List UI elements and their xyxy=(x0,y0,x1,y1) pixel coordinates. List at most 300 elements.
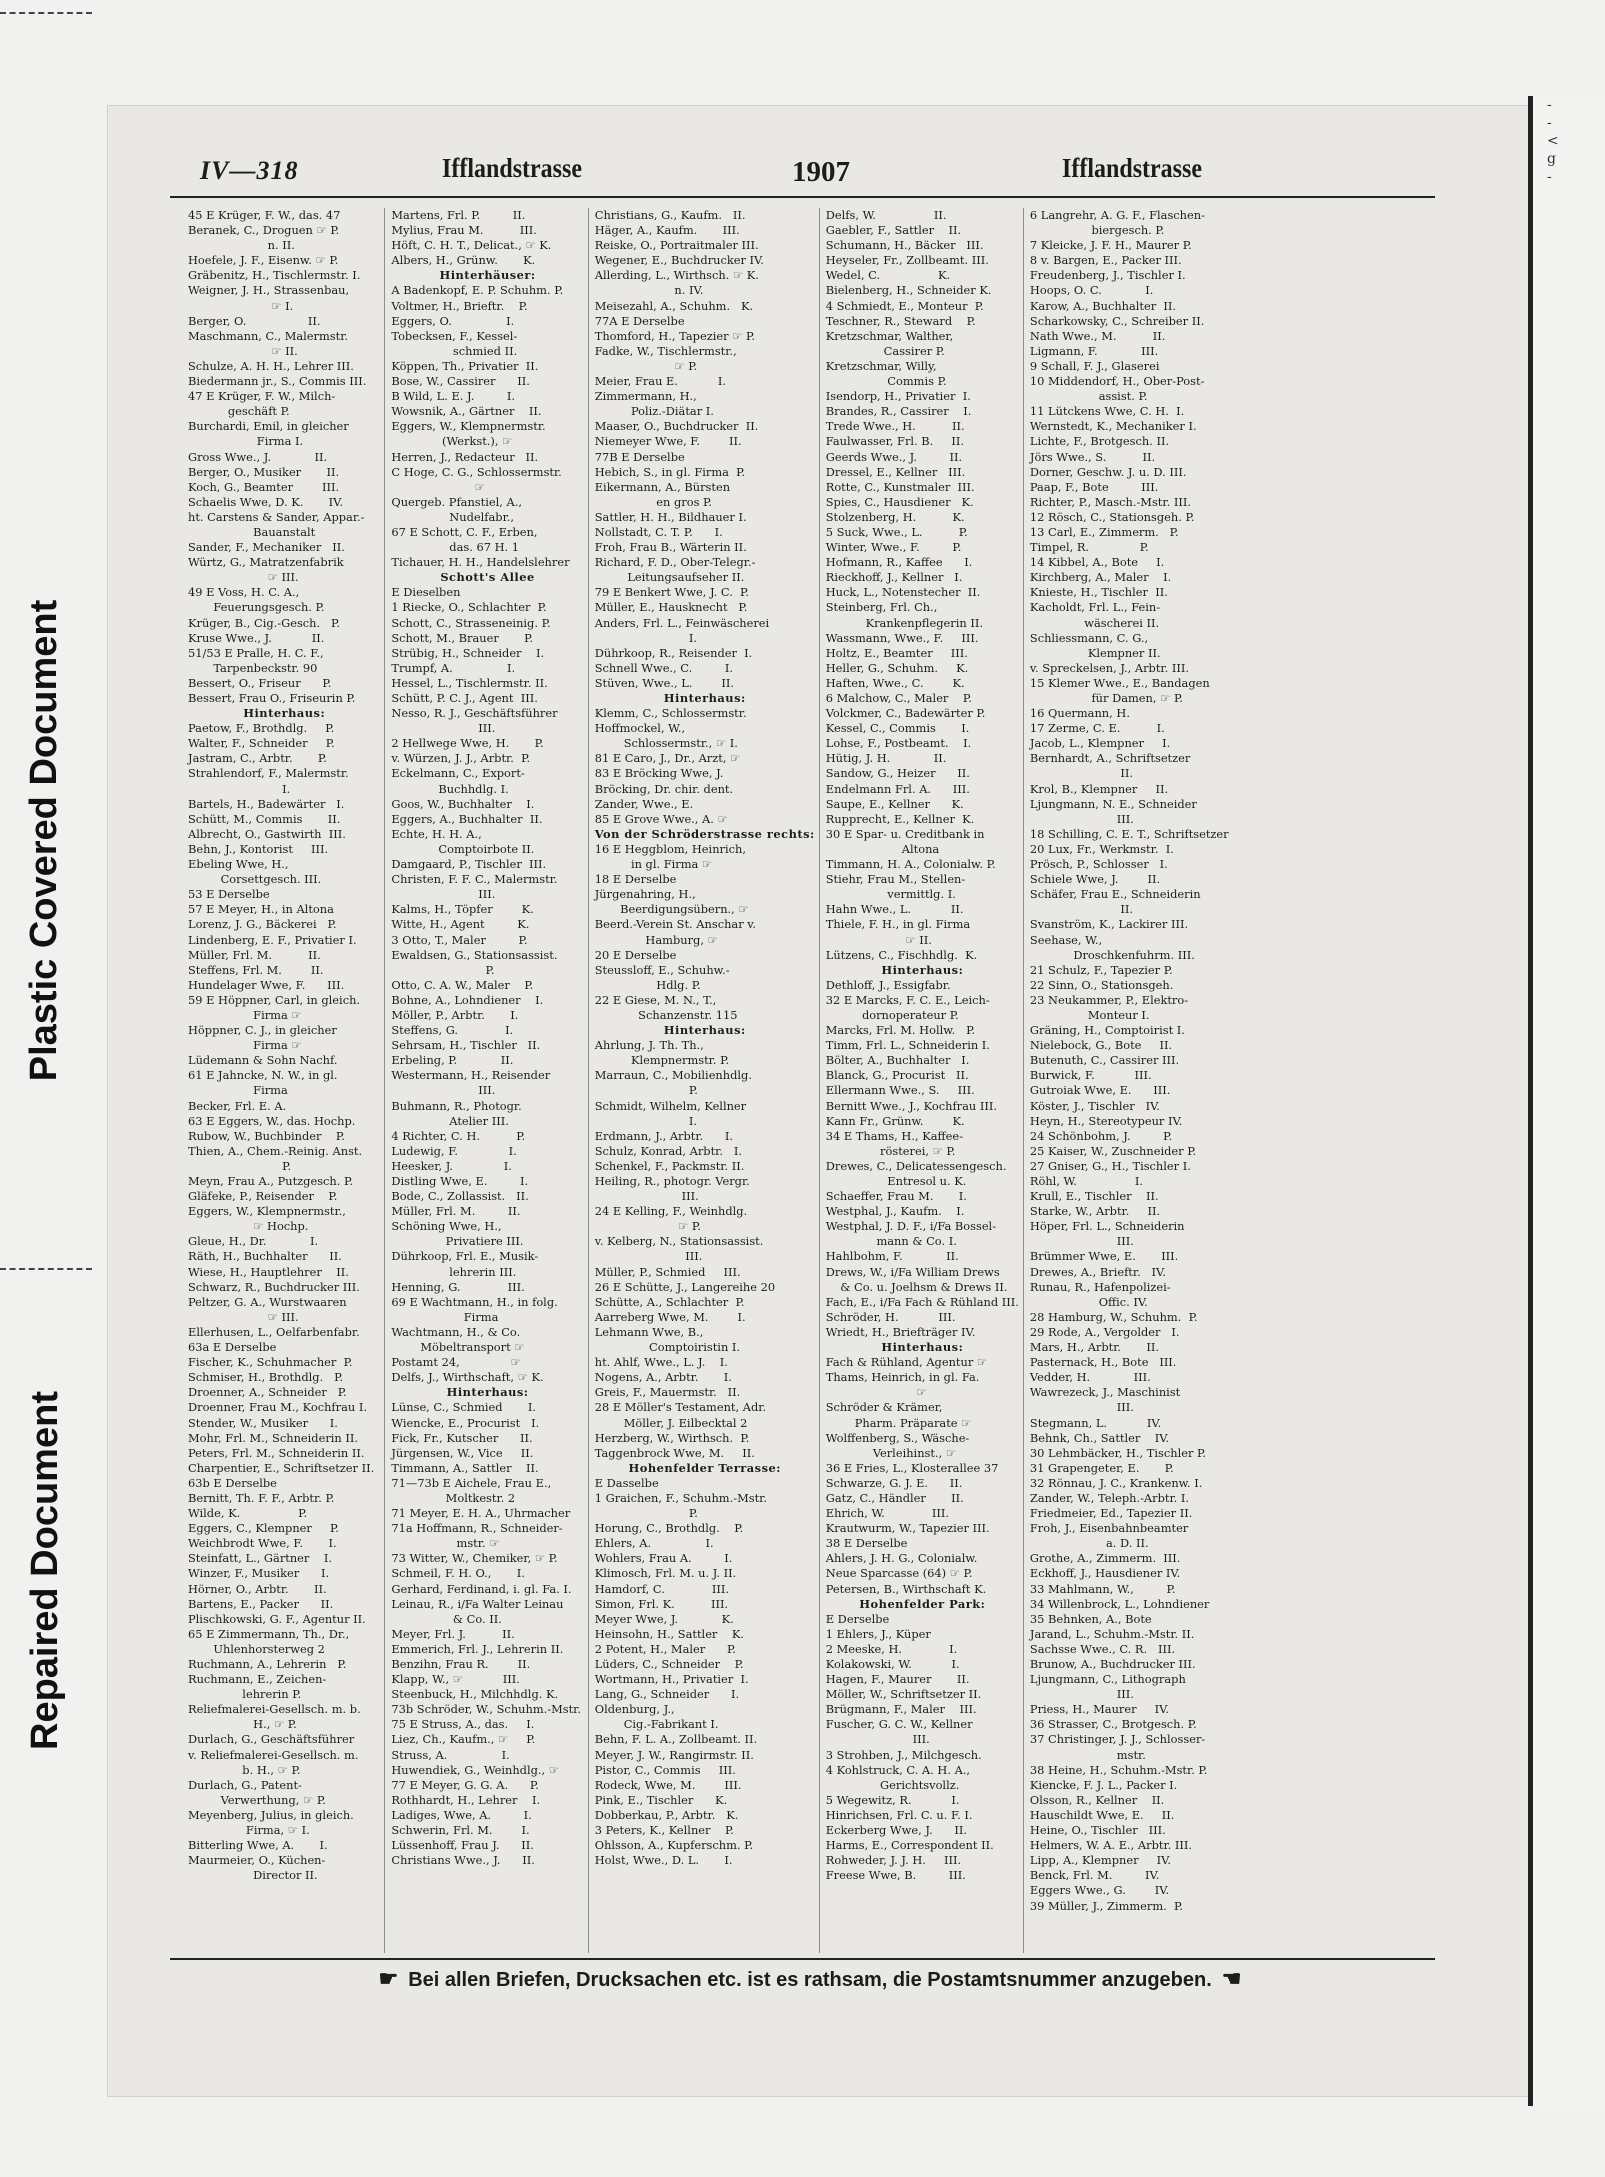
directory-entry: Schwerin, Frl. M. I. xyxy=(391,1823,530,1838)
directory-entry: Bölter, A., Buchhalter I. xyxy=(825,1053,970,1068)
directory-entry: mann & Co. I. xyxy=(825,1234,957,1249)
plastic-covered-label xyxy=(12,560,78,1120)
directory-entry: Winzer, F., Musiker I. xyxy=(188,1566,330,1581)
directory-entry: 77A E Derselbe xyxy=(594,313,685,328)
directory-entry: 38 Heine, H., Schuhm.-Mstr. P. xyxy=(1029,1762,1208,1777)
directory-entry: Froh, J., Eisenbahnbeamter xyxy=(1029,1521,1189,1536)
directory-entry: Höppner, C. J., in gleicher xyxy=(188,1023,337,1038)
directory-entry: Schliessmann, C. G., xyxy=(1029,630,1149,645)
directory-entry: Huck, L., Notenstecher II. xyxy=(825,585,981,600)
directory-entry: Freese Wwe, B. III. xyxy=(825,1868,966,1883)
directory-entry: 71 Meyer, E. H. A., Uhrmacher xyxy=(391,1506,571,1521)
directory-entry: Gross Wwe., J. II. xyxy=(188,449,328,464)
directory-entry: Kann Fr., Grünw. K. xyxy=(825,1113,965,1128)
directory-entry: Strübig, H., Schneider I. xyxy=(391,645,545,660)
directory-entry: Maschmann, C., Malermstr. xyxy=(188,328,349,343)
directory-entry: 17 Zerme, C. E. I. xyxy=(1029,721,1165,736)
directory-entry: Leitungsaufseher II. xyxy=(594,570,745,585)
directory-entry: Jürgensen, W., Vice II. xyxy=(391,1445,534,1460)
directory-entry: Hütig, J. H. II. xyxy=(825,751,947,766)
directory-entry: Moltkestr. 2 xyxy=(391,1490,516,1505)
directory-entry: Biedermann jr., S., Commis III. xyxy=(188,374,367,389)
directory-entry: Schnell Wwe., C. I. xyxy=(594,660,733,675)
directory-entry: Isendorp, H., Privatier I. xyxy=(825,389,971,404)
directory-entry: (Werkst.), ☞ xyxy=(391,434,513,449)
directory-entry: 73b Schröder, W., Schuhm.-Mstr. xyxy=(391,1702,581,1717)
directory-entry: Droschkenfuhrm. III. xyxy=(1029,947,1195,962)
directory-entry: Lützens, C., Fischhdlg. K. xyxy=(825,947,978,962)
directory-entry: Rohweder, J. J. H. III. xyxy=(825,1853,962,1868)
directory-entry: Drewes, C., Delicatessengesch. xyxy=(825,1158,1007,1173)
directory-entry: Möller, P., Arbtr. I. xyxy=(391,1007,519,1022)
directory-entry: Nesso, R. J., Geschäftsführer xyxy=(391,706,558,721)
directory-entry: 29 Rode, A., Vergolder I. xyxy=(1029,1324,1180,1339)
directory-entry: Cig.-Fabrikant I. xyxy=(594,1717,719,1732)
pointing-hand-left-icon: ☛ xyxy=(378,1966,399,1991)
directory-entry: Würtz, G., Matratzenfabrik xyxy=(188,555,344,570)
section-heading: Schott's Allee xyxy=(440,570,535,585)
directory-entry: Richter, P., Masch.-Mstr. III. xyxy=(1029,494,1191,509)
directory-entry: A Badenkopf, E. P. Schuhm. P. xyxy=(391,283,564,298)
directory-entry: Starke, W., Arbtr. II. xyxy=(1029,1204,1161,1219)
directory-entry: 18 E Derselbe xyxy=(594,872,677,887)
directory-entry: Nudelfabr., xyxy=(391,509,515,524)
directory-entry: Schulz, Konrad, Arbtr. I. xyxy=(594,1143,742,1158)
directory-entry: Svanström, K., Lackirer III. xyxy=(1029,917,1189,932)
directory-entry: Trede Wwe., H. II. xyxy=(825,419,965,434)
pointing-hand-right-icon: ☚ xyxy=(1221,1966,1242,1991)
directory-entry: in gl. Firma ☞ xyxy=(594,857,713,872)
directory-entry: Ljungmann, N. E., Schneider xyxy=(1029,796,1197,811)
repaired-document-text: Repaired Document xyxy=(23,1390,66,1750)
directory-entry: Helmers, W. A. E., Arbtr. III. xyxy=(1029,1838,1192,1853)
directory-entry: Schöning Wwe, H., xyxy=(391,1219,502,1234)
directory-entry: Hoffmockel, W., xyxy=(594,721,686,736)
directory-entry: 77 E Meyer, G. G. A. P. xyxy=(391,1777,539,1792)
directory-column xyxy=(391,208,588,1953)
directory-entry: & Co. II. xyxy=(391,1611,502,1626)
directory-entry: Eggers, O. I. xyxy=(391,313,515,328)
directory-entry: Firma xyxy=(188,1083,288,1098)
directory-entry: Gatz, C., Händler II. xyxy=(825,1490,964,1505)
directory-entry: Wilde, K. P. xyxy=(188,1506,308,1521)
directory-entry: Müller, Frl. M. II. xyxy=(391,1204,521,1219)
directory-entry: Heyn, H., Stereotypeur IV. xyxy=(1029,1113,1183,1128)
directory-entry: Scharkowsky, C., Schreiber II. xyxy=(1029,313,1205,328)
directory-entry: Blanck, G., Procurist II. xyxy=(825,1068,969,1083)
directory-entry: Horung, C., Brothdlg. P. xyxy=(594,1521,744,1536)
directory-entry: Steffens, G. I. xyxy=(391,1023,514,1038)
directory-entry: Dethloff, J., Essigfabr. xyxy=(825,977,951,992)
directory-entry: Bernitt, Th. F. F., Arbtr. P. xyxy=(188,1490,335,1505)
directory-entry: Drewes, A., Brieftr. IV. xyxy=(1029,1264,1166,1279)
directory-entry: Lüders, C., Schneider P. xyxy=(594,1657,744,1671)
directory-entry: Kretzschmar, Walther, xyxy=(825,328,954,343)
directory-entry: Paetow, F., Brothdlg. P. xyxy=(188,721,335,736)
directory-entry: Kirchberg, A., Maler I. xyxy=(1029,570,1172,585)
directory-entry: Bitterling Wwe, A. I. xyxy=(188,1838,328,1853)
directory-entry: Müller, P., Schmied III. xyxy=(594,1264,741,1279)
directory-entry: 5 Wegewitz, R. I. xyxy=(825,1792,960,1807)
directory-entry: 36 E Fries, L., Klosterallee 37 xyxy=(825,1460,999,1475)
directory-entry: Goos, W., Buchhalter I. xyxy=(391,796,535,811)
directory-entry: E Dasselbe xyxy=(594,1475,659,1490)
directory-entry: geschäft P. xyxy=(188,404,290,419)
directory-entry: 30 E Spar- u. Creditbank in xyxy=(825,826,985,841)
directory-entry: v. Spreckelsen, J., Arbtr. III. xyxy=(1029,660,1189,675)
directory-entry: 22 E Giese, M. N., T., xyxy=(594,992,717,1007)
directory-entry: Buhmann, R., Photogr. xyxy=(391,1098,522,1113)
directory-entry: Sachsse Wwe., C. R. III. xyxy=(1029,1641,1176,1656)
directory-entry: 21 Schulz, F., Tapezier P. xyxy=(1029,962,1173,977)
directory-entry: Schulze, A. H. H., Lehrer III. xyxy=(188,358,354,373)
directory-entry: 6 Langrehr, A. G. F., Flaschen- xyxy=(1029,208,1205,222)
plastic-covered-text: Plastic Covered Document xyxy=(23,599,66,1081)
directory-entry: 32 E Marcks, F. C. E., Leich- xyxy=(825,992,990,1007)
directory-entry: 73 Witter, W., Chemiker, ☞ P. xyxy=(391,1551,558,1566)
directory-entry: Heller, G., Schuhm. K. xyxy=(825,660,969,675)
directory-entry: lehrerin III. xyxy=(391,1264,517,1279)
directory-entry: Firma ☞ xyxy=(188,1038,302,1053)
directory-entry: III. xyxy=(391,887,496,902)
directory-entry: Meyn, Frau A., Putzgesch. P. xyxy=(188,1174,353,1188)
directory-entry: Reiske, O., Portraitmaler III. xyxy=(594,238,759,253)
directory-entry: Krautwurm, W., Tapezier III. xyxy=(825,1521,990,1536)
directory-entry: Kalms, H., Töpfer K. xyxy=(391,902,534,917)
directory-entry: Wawrezeck, J., Maschinist xyxy=(1029,1385,1181,1400)
directory-entry: 13 Carl, E., Zimmerm. P. xyxy=(1029,524,1179,539)
directory-entry: Lang, G., Schneider I. xyxy=(594,1687,740,1702)
directory-entry: Pasternack, H., Bote III. xyxy=(1029,1355,1177,1370)
directory-entry: 4 Richter, C. H. P. xyxy=(391,1128,526,1143)
directory-entry: Firma xyxy=(391,1309,499,1324)
directory-entry: & Co. u. Joelhsm & Drews II. xyxy=(825,1279,1008,1294)
directory-entry: ☞ I. xyxy=(188,298,294,313)
section-heading: Hinterhaus: xyxy=(446,1385,529,1400)
directory-entry: 12 Rösch, C., Stationsgeh. P. xyxy=(1029,509,1195,524)
directory-entry: Lüssenhoff, Frau J. II. xyxy=(391,1838,534,1853)
directory-entry: Bartens, E., Packer II. xyxy=(188,1596,334,1611)
section-heading: Hinterhaus: xyxy=(243,706,326,721)
directory-entry: Hinrichsen, Frl. C. u. F. I. xyxy=(825,1807,973,1822)
section-heading: Hinterhaus: xyxy=(663,1023,746,1038)
directory-entry: 3 Otto, T., Maler P. xyxy=(391,932,528,947)
directory-entry: Struss, A. I. xyxy=(391,1747,510,1762)
directory-entry: 45 E Krüger, F. W., das. 47 xyxy=(188,208,341,222)
directory-entry: Jacob, L., Klempner I. xyxy=(1029,736,1171,751)
directory-entry: Lünse, C., Schmied I. xyxy=(391,1400,537,1415)
directory-entry: Mohr, Frl. M., Schneiderin II. xyxy=(188,1430,358,1445)
directory-entry: Droenner, A., Schneider P. xyxy=(188,1385,347,1400)
directory-entry: 26 E Schütte, J., Langereihe 20 xyxy=(594,1279,776,1294)
directory-entry: Behn, F. L. A., Zollbeamt. II. xyxy=(594,1732,758,1747)
directory-entry: Schröder & Krämer, xyxy=(825,1400,943,1415)
directory-entry: Steussloff, E., Schuhw.- xyxy=(594,962,730,977)
directory-entry: Dressel, E., Kellner III. xyxy=(825,464,966,479)
directory-entry: Hofmann, R., Kaffee I. xyxy=(825,555,973,570)
directory-entry: Klempner II. xyxy=(1029,645,1161,660)
year-heading: 1907 xyxy=(792,156,850,188)
directory-entry: Gräning, H., Comptoirist I. xyxy=(1029,1023,1185,1038)
directory-entry: Petersen, B., Wirthschaft K. xyxy=(825,1581,987,1596)
middle-dashed-cut-line xyxy=(0,1268,92,1270)
directory-entry: Endelmann Frl. A. III. xyxy=(825,781,970,796)
directory-entry: rösterei, ☞ P. xyxy=(825,1143,956,1158)
directory-entry: Saupe, E., Kellner K. xyxy=(825,796,964,811)
directory-entry: Erdmann, J., Arbtr. I. xyxy=(594,1128,734,1143)
directory-entry: Plischkowski, G. F., Agentur II. xyxy=(188,1611,366,1626)
directory-entry: Wegener, E., Buchdrucker IV. xyxy=(594,253,764,268)
directory-entry: Trumpf, A. I. xyxy=(391,660,516,675)
directory-entry: 85 E Grove Wwe., A. ☞ xyxy=(594,811,728,826)
directory-entry: Herren, J., Redacteur II. xyxy=(391,449,539,464)
directory-entry: Bose, W., Cassirer II. xyxy=(391,374,530,389)
directory-entry: III. xyxy=(1029,1400,1134,1415)
directory-entry: 27 Gniser, G., H., Tischler I. xyxy=(1029,1158,1191,1173)
directory-entry: Fuscher, G. C. W., Kellner xyxy=(825,1717,973,1732)
directory-entry: 79 E Benkert Wwe, J. C. P. xyxy=(594,585,750,600)
directory-entry: III. xyxy=(594,1249,703,1264)
directory-entry: Feuerungsgesch. P. xyxy=(188,600,325,615)
directory-entry: Hdlg. P. xyxy=(594,977,701,992)
directory-entry: Stolzenberg, H. K. xyxy=(825,509,965,524)
directory-entry: Postamt 24, ☞ xyxy=(391,1355,521,1370)
directory-entry: Nath Wwe., M. II. xyxy=(1029,328,1166,343)
directory-entry: 15 Klemer Wwe., E., Bandagen xyxy=(1029,675,1210,690)
directory-entry: Ladiges, Wwe, A. I. xyxy=(391,1807,532,1822)
directory-entry: Wowsnik, A., Gärtner II. xyxy=(391,404,542,419)
directory-entry: Berger, O. II. xyxy=(188,313,321,328)
directory-entry: Wernstedt, K., Mechaniker I. xyxy=(1029,419,1197,434)
directory-entry: Timmann, A., Sattler II. xyxy=(391,1460,539,1475)
directory-entry: 10 Middendorf, H., Ober-Post- xyxy=(1029,374,1205,389)
directory-entry: Reliefmalerei-Gesellsch. m. b. xyxy=(188,1702,361,1717)
directory-entry: Stegmann, L. IV. xyxy=(1029,1415,1162,1430)
directory-entry: Albrecht, O., Gastwirth III. xyxy=(188,826,346,841)
directory-entry: Thams, Heinrich, in gl. Fa. xyxy=(825,1370,980,1385)
directory-entry: Faulwasser, Frl. B. II. xyxy=(825,434,965,449)
directory-entry: Mars, H., Arbtr. II. xyxy=(1029,1340,1160,1355)
directory-entry: Wedel, C. K. xyxy=(825,268,951,283)
directory-entry: Bessert, O., Friseur P. xyxy=(188,675,332,690)
directory-entry: v. Würzen, J. J., Arbtr. P. xyxy=(391,751,531,766)
directory-entry: 47 E Krüger, F. W., Milch- xyxy=(188,389,336,404)
directory-entry: 18 Schilling, C. E. T., Schriftsetzer xyxy=(1029,826,1229,841)
directory-entry: Eggers, W., Klempnermstr., xyxy=(188,1204,346,1219)
directory-entry: Fischer, K., Schuhmacher P. xyxy=(188,1355,353,1370)
directory-entry: Anders, Frl. L., Feinwäscherei xyxy=(594,615,770,630)
directory-entry: Gerichtsvollz. xyxy=(825,1777,960,1792)
directory-entry: Klapp, W., ☞ III. xyxy=(391,1672,520,1687)
directory-entry: Ohlsson, A., Kupferschm. P. xyxy=(594,1838,754,1853)
directory-entry: ht. Ahlf, Wwe., L. J. I. xyxy=(594,1355,728,1370)
directory-entry: Brümmer Wwe, E. III. xyxy=(1029,1249,1179,1264)
directory-entry: Ehlers, A. I. xyxy=(594,1536,714,1551)
directory-entry: Eggers, A., Buchhalter II. xyxy=(391,811,543,826)
directory-entry: Ewaldsen, G., Stationsassist. xyxy=(391,947,558,962)
directory-entry: Rothhardt, H., Lehrer I. xyxy=(391,1792,541,1807)
directory-entry: Schmeil, F. H. O., I. xyxy=(391,1566,525,1581)
directory-entry: 22 Sinn, O., Stationsgeh. xyxy=(1029,977,1174,992)
directory-entry: Lohse, F., Postbeamt. I. xyxy=(825,736,972,751)
directory-entry: Ahlers, J. H. G., Colonialw. xyxy=(825,1551,978,1566)
directory-entry: Berger, O., Musiker II. xyxy=(188,464,340,479)
directory-entry: Spies, C., Hausdiener K. xyxy=(825,494,974,509)
directory-entry: Jastram, C., Arbtr. P. xyxy=(188,751,327,766)
directory-entry: Burwick, F. III. xyxy=(1029,1068,1152,1083)
directory-entry: 75 E Struss, A., das. I. xyxy=(391,1717,535,1732)
directory-entry: 23 Neukammer, P., Elektro- xyxy=(1029,992,1189,1007)
directory-entry: Geerds Wwe., J. II. xyxy=(825,449,963,464)
directory-entry: Thien, A., Chem.-Reinig. Anst. xyxy=(188,1143,363,1158)
directory-entry: mstr. ☞ xyxy=(391,1536,500,1551)
directory-entry: Heine, O., Tischler III. xyxy=(1029,1823,1166,1838)
directory-entry: Lehmann Wwe, B., xyxy=(594,1324,704,1339)
directory-entry: Altona xyxy=(825,841,940,856)
directory-entry: Pistor, C., Commis III. xyxy=(594,1762,736,1777)
directory-entry: Poliz.-Diätar I. xyxy=(594,404,714,419)
directory-entry: Westphal, J. D. F., i/Fa Bossel- xyxy=(825,1219,997,1234)
directory-entry: Ellerhusen, L., Oelfarbenfabr. xyxy=(188,1324,360,1339)
directory-entry: Holtz, E., Beamter III. xyxy=(825,645,968,660)
directory-entry: 24 Schönbohm, J. P. xyxy=(1029,1128,1173,1143)
directory-entry: Weichbrodt Wwe, F. I. xyxy=(188,1536,337,1551)
directory-entry: III. xyxy=(391,721,496,736)
directory-entry: Karow, A., Buchhalter II. xyxy=(1029,298,1177,313)
directory-entry: P. xyxy=(594,1083,698,1098)
directory-entry: Delfs, J., Wirthschaft, ☞ K. xyxy=(391,1370,544,1385)
directory-entry: Bielenberg, H., Schneider K. xyxy=(825,283,992,298)
directory-entry: Schmiser, H., Brothdlg. P. xyxy=(188,1370,344,1385)
directory-entry: Wortmann, H., Privatier I. xyxy=(594,1672,749,1687)
directory-entry: Kruse Wwe., J. II. xyxy=(188,630,325,645)
directory-entry: Schott, C., Strasseneinig. P. xyxy=(391,615,551,630)
directory-entry: Privatiere III. xyxy=(391,1234,524,1249)
directory-entry: Meisezahl, A., Schuhm. K. xyxy=(594,298,754,313)
directory-entry: 61 E Jahncke, N. W., in gl. xyxy=(188,1068,338,1083)
directory-entry: Ehrich, W. III. xyxy=(825,1506,949,1521)
directory-entry: Simon, Frl. K. III. xyxy=(594,1596,729,1611)
directory-entry: 2 Hellwege Wwe, H. P. xyxy=(391,736,544,751)
directory-entry: n. II. xyxy=(188,238,295,253)
directory-entry: Christians Wwe., J. II. xyxy=(391,1853,535,1868)
directory-entry: B Wild, L. E. J. I. xyxy=(391,389,516,404)
directory-entry: Schenkel, F., Packmstr. II. xyxy=(594,1158,745,1173)
directory-entry: Koch, G., Beamter III. xyxy=(188,479,340,494)
directory-entry: Jürgenahring, H., xyxy=(594,887,696,902)
directory-entry: Gleue, H., Dr. I. xyxy=(188,1234,319,1249)
directory-entry: Heesker, J. I. xyxy=(391,1158,512,1173)
directory-entry: Knieste, H., Tischler II. xyxy=(1029,585,1168,600)
directory-entry: Timpel, R. P. xyxy=(1029,540,1149,555)
directory-entry: Klimosch, Frl. M. u. J. II. xyxy=(594,1566,737,1581)
directory-entry: Strahlendorf, F., Malermstr. xyxy=(188,766,349,781)
directory-entry: Albers, H., Grünw. K. xyxy=(391,253,536,268)
directory-entry: Köppen, Th., Privatier II. xyxy=(391,358,539,373)
directory-entry: Lichte, F., Brotgesch. II. xyxy=(1029,434,1170,449)
directory-entry: Sandow, G., Heizer II. xyxy=(825,766,970,781)
directory-entry: 38 E Derselbe xyxy=(825,1536,908,1551)
directory-entry: Höper, Frl. L., Schneiderin xyxy=(1029,1219,1185,1234)
directory-entry: Gläfeke, P., Reisender P. xyxy=(188,1189,338,1204)
directory-entry: Heinsohn, H., Sattler K. xyxy=(594,1626,744,1641)
directory-entry: Prösch, P., Schlosser I. xyxy=(1029,857,1168,872)
directory-entry: II. xyxy=(1029,902,1134,917)
directory-entry: Firma I. xyxy=(188,434,304,449)
directory-entry: Schwarze, G. J. E. II. xyxy=(825,1475,963,1490)
directory-entry: Oldenburg, J., xyxy=(594,1702,675,1717)
directory-entry: Becker, Frl. E. A. xyxy=(188,1098,287,1113)
directory-entry: Eckelmann, C., Export- xyxy=(391,766,525,781)
directory-entry: 4 Schmiedt, E., Monteur P. xyxy=(825,298,984,313)
section-heading: Hinterhäuser: xyxy=(439,268,536,283)
directory-entry: III. xyxy=(825,1732,930,1747)
directory-entry: Uhlenhorsterweg 2 xyxy=(188,1641,325,1656)
directory-entry: Firma ☞ xyxy=(188,1007,302,1022)
directory-entry: I. xyxy=(594,1113,697,1128)
directory-entry: Bohne, A., Lohndiener I. xyxy=(391,992,544,1007)
directory-entry: Peters, Frl. M., Schneiderin II. xyxy=(188,1445,365,1460)
directory-entry: Ahrlung, J. Th. Th., xyxy=(594,1038,704,1053)
directory-entry: Fadke, W., Tischlermstr., xyxy=(594,343,737,358)
directory-entry: Lüdemann & Sohn Nachf. xyxy=(188,1053,338,1068)
directory-entry: 83 E Bröcking Wwe, J. xyxy=(594,766,724,781)
adjacent-page-edge xyxy=(1528,96,1605,2106)
directory-entry: Allerding, L., Wirthsch. ☞ K. xyxy=(594,268,759,283)
directory-entry: Gräbenitz, H., Tischlermstr. I. xyxy=(188,268,361,283)
directory-entry: Stender, W., Musiker I. xyxy=(188,1415,338,1430)
page-number: IV—318 xyxy=(200,156,299,185)
directory-entry: Nielebock, G., Bote II. xyxy=(1029,1038,1173,1053)
directory-entry: Gerhard, Ferdinand, i. gl. Fa. I. xyxy=(391,1581,572,1596)
directory-entry: Behn, J., Kontorist III. xyxy=(188,841,329,856)
directory-entry: Wiencke, E., Procurist I. xyxy=(391,1415,540,1430)
directory-entry: Fick, Fr., Kutscher II. xyxy=(391,1430,533,1445)
directory-entry: Fach, E., i/Fa Fach & Rühland III. xyxy=(825,1294,1019,1309)
directory-entry: Meyer, J. W., Rangirmstr. II. xyxy=(594,1747,754,1762)
directory-entry: Wriedt, H., Briefträger IV. xyxy=(825,1324,976,1339)
directory-entry: Zander, Wwe., E. xyxy=(594,796,694,811)
directory-entry: Mylius, Frau M. III. xyxy=(391,223,537,238)
directory-entry: Gaebler, F., Sattler II. xyxy=(825,223,962,238)
directory-entry: 14 Kibbel, A., Bote I. xyxy=(1029,555,1165,570)
directory-entry: 65 E Zimmermann, Th., Dr., xyxy=(188,1626,350,1641)
directory-entry: Sander, F., Mechaniker II. xyxy=(188,540,345,555)
directory-entry: Dührkoop, R., Reisender I. xyxy=(594,645,753,660)
directory-entry: Schanzenstr. 115 xyxy=(594,1007,738,1022)
directory-entry: Möller, W., Schriftsetzer II. xyxy=(825,1687,982,1702)
directory-entry: Westphal, J., Kaufm. I. xyxy=(825,1204,965,1219)
directory-entry: 20 E Derselbe xyxy=(594,947,677,962)
directory-entry: Harms, E., Correspondent II. xyxy=(825,1838,994,1853)
directory-entry: Meyer Wwe, J. K. xyxy=(594,1611,734,1626)
directory-entry: Steinberg, Frl. Ch., xyxy=(825,600,938,615)
directory-entry: Volckmer, C., Badewärter P. xyxy=(825,706,986,721)
directory-entry: 1 Riecke, O., Schlachter P. xyxy=(391,600,547,615)
section-heading: Hinterhaus: xyxy=(663,691,746,705)
directory-entry: mstr. xyxy=(1029,1747,1146,1762)
directory-entry: Zander, W., Teleph.-Arbtr. I. xyxy=(1029,1490,1190,1505)
directory-entry: Runau, R., Hafenpolizei- xyxy=(1029,1279,1171,1294)
directory-entry: 34 E Thams, H., Kaffee- xyxy=(825,1128,963,1143)
directory-entry: 3 Strohben, J., Milchgesch. xyxy=(825,1747,982,1762)
directory-entry: Teschner, R., Steward P. xyxy=(825,313,976,328)
directory-entry: Weigner, J. H., Strassenbau, xyxy=(188,283,350,298)
directory-entry: Schiele Wwe, J. II. xyxy=(1029,872,1161,887)
directory-entry: Richard, F. D., Ober-Telegr.- xyxy=(594,555,756,570)
directory-entry: lehrerin P. xyxy=(188,1687,302,1702)
directory-entry: Bröcking, Dr. chir. dent. xyxy=(594,781,734,796)
